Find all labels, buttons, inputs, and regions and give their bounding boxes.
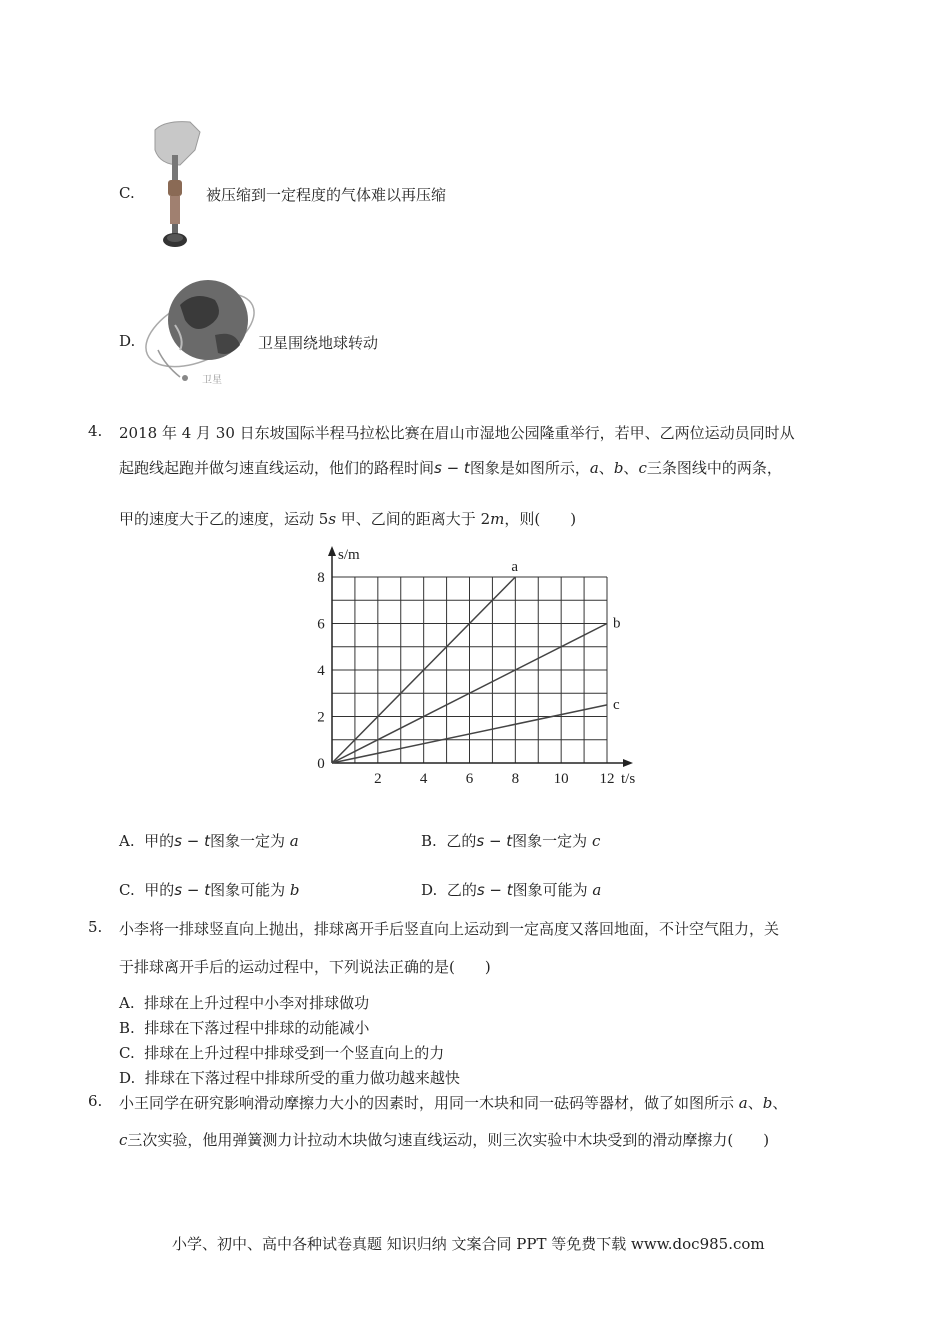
option-d-text: 卫星围绕地球转动 bbox=[258, 334, 379, 352]
q5-option-b[interactable] bbox=[119, 1017, 369, 1038]
q4-line1: 2018 年 4 月 30 日东坡国际半程马拉松比赛在眉山市湿地公园隆重举行，若甲、乙两位运动员同时从 bbox=[119, 424, 795, 442]
y-tick-label: 6 bbox=[317, 616, 325, 633]
q4-sep1: 、 bbox=[598, 459, 614, 477]
option-var: c bbox=[591, 832, 601, 850]
q6-var-b: b bbox=[762, 1094, 773, 1112]
x-tick-label: 2 bbox=[374, 771, 382, 787]
option-c-text: 被压缩到一定程度的气体难以再压缩 bbox=[206, 186, 447, 204]
option-letter: B. bbox=[421, 832, 437, 850]
q4-line3-a: 甲的速度大于乙的速度，运动 5 bbox=[119, 510, 329, 528]
q4-unit-s: s bbox=[328, 510, 337, 528]
option-st: s − t bbox=[174, 832, 210, 850]
q6-sep1: 、 bbox=[747, 1094, 763, 1112]
satellite-label: 卫星 bbox=[202, 375, 222, 386]
origin-label: 0 bbox=[317, 756, 325, 772]
q5-line1: 小李将一排球竖直向上抛出，排球离开手后竖直向上运动到一定高度又落回地面，不计空气阻力，关 bbox=[119, 920, 780, 938]
option-var: a bbox=[592, 881, 602, 899]
gas-syringe-picture bbox=[150, 120, 210, 255]
option-st: s − t bbox=[476, 832, 513, 850]
q4-line2-a: 起跑线起跑并做匀速直线运动，他们的路程时间 bbox=[119, 459, 435, 477]
x-axis-label: t/s bbox=[621, 771, 636, 787]
q5-option-a[interactable] bbox=[119, 992, 369, 1013]
option-st: s − t bbox=[174, 881, 211, 899]
y-tick-label: 4 bbox=[317, 663, 325, 679]
page-footer: 小学、初中、高中各种试卷真题 知识归纳 文案合同 PPT 等免费下载 www.doc985.com bbox=[172, 1235, 765, 1253]
q4-sep2: 、 bbox=[623, 459, 639, 477]
q5-number: 5. bbox=[88, 918, 103, 936]
q4-line3 bbox=[119, 508, 576, 529]
option-post: 图象可能为 bbox=[210, 881, 290, 899]
q4-option-a[interactable] bbox=[119, 830, 299, 851]
option-c-letter: C. bbox=[119, 184, 135, 202]
satellite-earth-picture bbox=[140, 265, 265, 400]
st-graph bbox=[300, 540, 645, 795]
y-tick-label: 2 bbox=[317, 709, 325, 726]
q4-number: 4. bbox=[88, 422, 103, 440]
q4-option-d[interactable] bbox=[421, 879, 601, 900]
q4-var-b: b bbox=[613, 459, 624, 477]
q6-line2 bbox=[119, 1129, 769, 1150]
option-text: 排球在上升过程中排球受到一个竖直向上的力 bbox=[144, 1044, 445, 1062]
x-tick-label: 6 bbox=[465, 771, 474, 787]
x-tick-label: 4 bbox=[419, 771, 428, 787]
q4-line3-b: 甲、乙间的距离大于 2 bbox=[336, 510, 491, 528]
q4-st-symbol: s − t bbox=[434, 459, 470, 477]
q4-option-c[interactable] bbox=[119, 879, 299, 900]
option-text: 排球在下落过程中排球的动能减小 bbox=[144, 1019, 370, 1037]
option-letter: D. bbox=[119, 1069, 136, 1087]
x-axis-arrow bbox=[623, 759, 633, 767]
q6-var-a: a bbox=[738, 1094, 748, 1112]
series-label-c: c bbox=[613, 696, 620, 713]
option-pre: 甲的 bbox=[144, 832, 175, 850]
q6-sep2: 、 bbox=[772, 1094, 788, 1112]
q4-line3-c: ，则( ) bbox=[504, 510, 577, 528]
q6-number: 6. bbox=[88, 1092, 103, 1110]
q4-option-b[interactable] bbox=[421, 830, 600, 851]
option-pre: 乙的 bbox=[446, 832, 477, 850]
q5-option-c[interactable] bbox=[119, 1042, 444, 1063]
option-letter: C. bbox=[119, 1044, 135, 1062]
x-tick-label: 8 bbox=[511, 771, 520, 787]
q6-line1 bbox=[119, 1092, 787, 1113]
option-var: b bbox=[289, 881, 300, 899]
series-label-b: b bbox=[613, 615, 621, 632]
option-letter: A. bbox=[119, 994, 135, 1012]
option-letter: A. bbox=[119, 832, 135, 850]
q4-var-c: c bbox=[638, 459, 647, 477]
y-tick-label: 8 bbox=[317, 570, 325, 586]
y-axis-label: s/m bbox=[338, 547, 360, 563]
series-label-a: a bbox=[511, 559, 519, 575]
x-tick-label: 12 bbox=[599, 771, 615, 787]
chart-grid bbox=[332, 577, 607, 763]
q4-line2-c: 三条图线中的两条， bbox=[646, 459, 782, 477]
option-text: 排球在上升过程中小李对排球做功 bbox=[144, 994, 370, 1012]
option-pre: 甲的 bbox=[144, 881, 175, 899]
option-pre: 乙的 bbox=[446, 881, 477, 899]
x-tick-label: 10 bbox=[553, 771, 569, 787]
chart-axes bbox=[328, 546, 633, 767]
q5-option-d[interactable] bbox=[119, 1067, 460, 1088]
q6-line2-text: 三次实验，他用弹簧测力计拉动木块做匀速直线运动，则三次实验中木块受到的滑动摩擦力( ) bbox=[127, 1131, 770, 1149]
option-letter: D. bbox=[421, 881, 438, 899]
chart-labels bbox=[317, 547, 635, 787]
option-text: 排球在下落过程中排球所受的重力做功越来越快 bbox=[144, 1069, 460, 1087]
option-letter: C. bbox=[119, 881, 135, 899]
q4-unit-m: m bbox=[490, 510, 505, 528]
option-letter: B. bbox=[119, 1019, 135, 1037]
option-var: a bbox=[289, 832, 299, 850]
q4-var-a: a bbox=[589, 459, 599, 477]
q6-var-c: c bbox=[119, 1131, 128, 1149]
q5-line2: 于排球离开手后的运动过程中，下列说法正确的是( ) bbox=[119, 958, 491, 976]
option-post: 图象一定为 bbox=[512, 832, 592, 850]
q6-line1-a: 小王同学在研究影响滑动摩擦力大小的因素时，用同一木块和同一砝码等器材，做了如图所示 bbox=[119, 1094, 739, 1112]
q4-line2-b: 图象是如图所示， bbox=[469, 459, 590, 477]
option-d-letter: D. bbox=[119, 332, 136, 350]
option-post: 图象一定为 bbox=[209, 832, 290, 850]
option-st: s − t bbox=[476, 881, 513, 899]
option-post: 图象可能为 bbox=[512, 881, 593, 899]
q4-line2 bbox=[119, 457, 782, 478]
y-axis-arrow bbox=[328, 546, 336, 556]
